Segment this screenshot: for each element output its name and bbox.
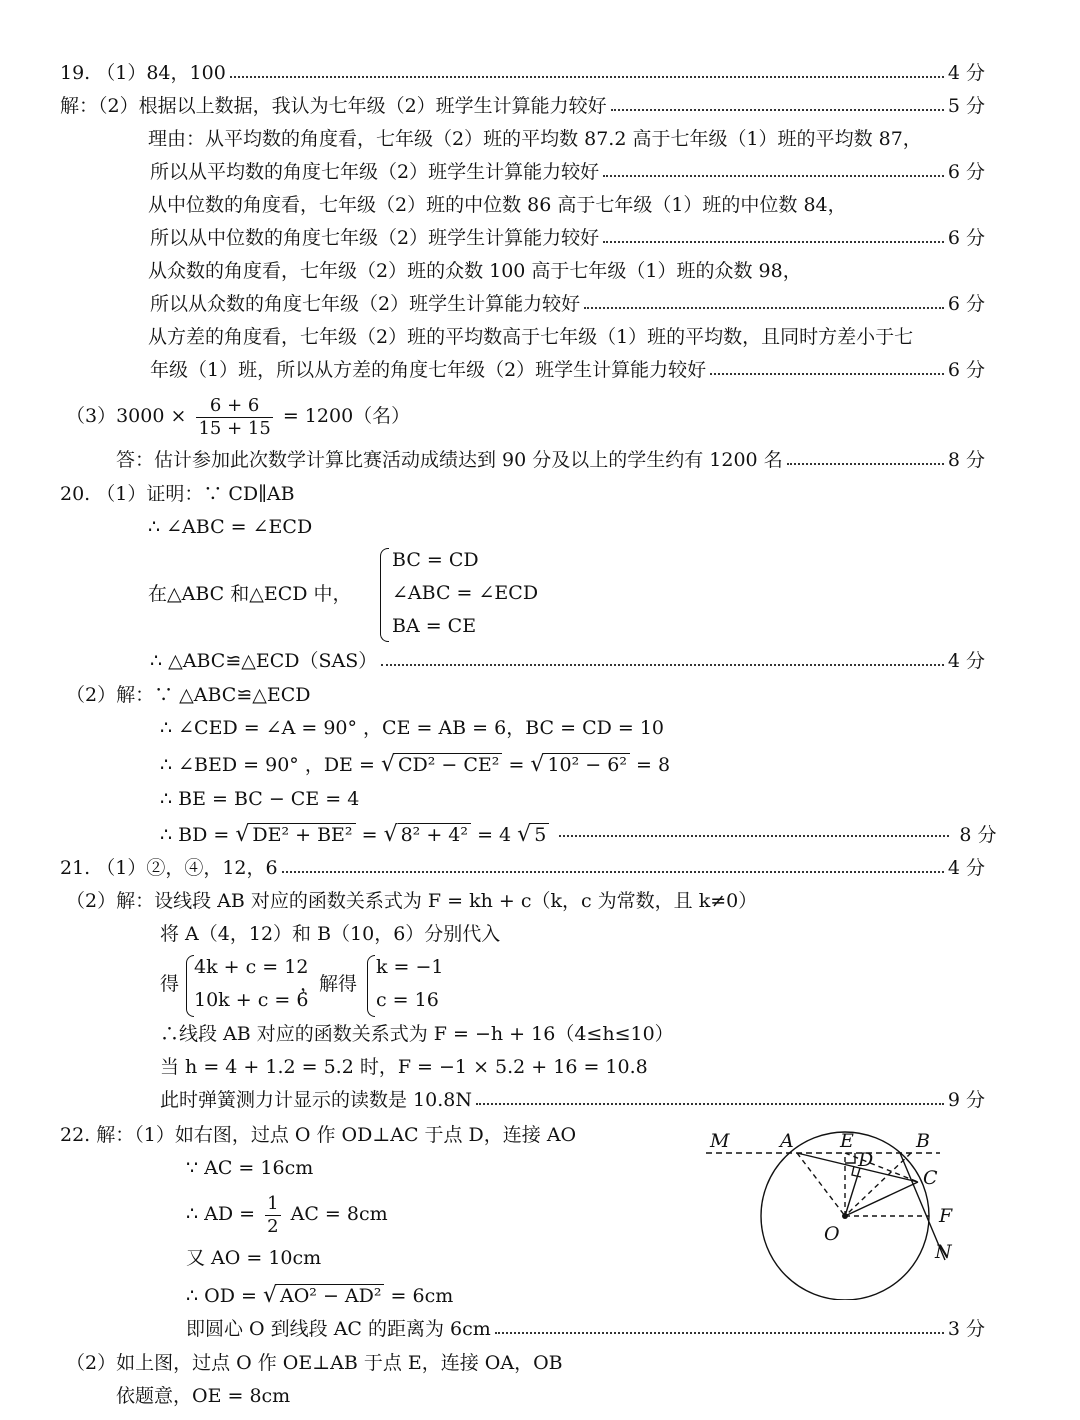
fraction: $\frac{1}{2}$ — [267, 1192, 279, 1237]
q19-answer: 答：估计参加此次数学计算比赛活动成绩达到 90 分及以上的学生约有 1200 名 8 分 — [116, 444, 985, 477]
score: 6 分 — [947, 227, 985, 249]
q22-part2: （2）如上图，过点 O 作 OE⊥AB 于点 E，连接 OA，OB — [66, 1352, 563, 1374]
label-C: C — [923, 1167, 938, 1189]
q21-line1: 21. （1）②，④，12，6 4 分 — [60, 852, 985, 885]
score: 8 分 — [947, 449, 985, 471]
q20-congruent: ∴ △ABC≌△ECD（SAS） 4 分 — [150, 645, 985, 678]
q22-distance: 即圆心 O 到线段 AC 的距离为 6cm 3 分 — [186, 1313, 985, 1346]
q21-when: 当 h = 4 + 1.2 = 5.2 时，F = −1 × 5.2 + 16 = 10.8 — [160, 1056, 648, 1078]
q21-substitute: 将 A（4，12）和 B（10，6）分别代入 — [160, 923, 501, 945]
q22-line3: ∴ AD = $\frac{1}{2}$ AC = 8cm — [186, 1192, 388, 1237]
system-brace — [380, 548, 389, 642]
q21-solve: ，解得 — [300, 973, 358, 995]
q21-de: 得 — [160, 973, 180, 995]
score: 6 分 — [947, 359, 985, 381]
score: 4 分 — [947, 62, 985, 84]
q19-line10: 年级（1）班，所以从方差的角度七年级（2）班学生计算能力较好 6 分 — [150, 354, 985, 387]
q20-system: BC = CD ∠ABC = ∠ECD BA = CE — [392, 549, 539, 637]
q19-line8: 所以从众数的角度七年级（2）班学生计算能力较好 6 分 — [150, 288, 985, 321]
q20-part2-c: ∴ BE = BC − CE = 4 — [160, 788, 360, 810]
label-B: B — [916, 1130, 930, 1152]
q20-part2-a: ∴ ∠CED = ∠A = 90° ，CE = AB = 6，BC = CD = 10 — [160, 717, 665, 739]
q20-line1: 20. （1）证明：∵ CD∥AB — [60, 483, 295, 505]
q22-line1: 22. 解：（1）如右图，过点 O 作 OD⊥AC 于点 D，连接 AO — [60, 1124, 577, 1146]
score: 8 分 — [959, 824, 997, 846]
score: 6 分 — [947, 161, 985, 183]
segment-OC — [845, 1182, 918, 1216]
system-brace — [186, 955, 194, 1017]
q20-line2: ∴ ∠ABC = ∠ECD — [148, 516, 313, 538]
score: 6 分 — [947, 293, 985, 315]
q19-line5: 从中位数的角度看，七年级（2）班的中位数 86 高于七年级（1）班的中位数 84， — [148, 194, 847, 216]
q20-part2-b: ∴ ∠BED = 90° ，DE = √ CD² − CE² = √ 10² − 6² = 8 — [160, 752, 671, 777]
q19-line4: 所以从平均数的角度七年级（2）班学生计算能力较好 6 分 — [150, 156, 985, 189]
label-D: D — [858, 1149, 874, 1171]
q20-in-triangle: 在△ABC 和△ECD 中， — [148, 583, 352, 605]
right-angle-E — [845, 1153, 855, 1163]
q21-relation: ∴线段 AB 对应的函数关系式为 F = −h + 16（4≤h≤10） — [160, 1023, 674, 1045]
q21-results: k = −1 c = 16 — [376, 956, 444, 1011]
q20-part2-d: ∴ BD = √ DE² + BE² = √ 8² + 4² = 4 √ 5 8 分 — [160, 822, 997, 847]
circle-figure — [700, 1120, 980, 1300]
q19-line3: 理由：从平均数的角度看，七年级（2）班的平均数 87.2 高于七年级（1）班的平均数 87， — [148, 128, 922, 150]
q19-line9: 从方差的角度看，七年级（2）班的平均数高于七年级（1）班的平均数，且同时方差小于七 — [148, 326, 914, 348]
q19-line7: 从众数的角度看，七年级（2）班的众数 100 高于七年级（1）班的众数 98， — [148, 260, 802, 282]
fraction: $\frac{6 + 6}{15 + 15}$ — [198, 394, 271, 439]
q22-line5: ∴ OD = √ AO² − AD² = 6cm — [186, 1283, 454, 1308]
label-F: F — [939, 1205, 953, 1227]
label-E: E — [840, 1130, 854, 1152]
label-M: M — [710, 1130, 730, 1152]
q22-part2b: 依题意，OE = 8cm — [116, 1385, 291, 1407]
q21-equations: 4k + c = 12 10k + c = 6 — [194, 956, 309, 1011]
label-A: A — [780, 1130, 794, 1152]
q22-line2: ∵ AC = 16cm — [186, 1157, 314, 1179]
q22-line4: 又 AO = 10cm — [186, 1247, 322, 1269]
score: 3 分 — [947, 1318, 985, 1340]
score: 5 分 — [947, 95, 985, 117]
q19-part3: （3）3000 × $\frac{6 + 6}{15 + 15}$ = 1200（名） — [66, 394, 411, 439]
q21-reading: 此时弹簧测力计显示的读数是 10.8N 9 分 — [160, 1084, 985, 1117]
q21-part2: （2）解：设线段 AB 对应的函数关系式为 F = kh + c（k，c 为常数，且 k≠0） — [66, 890, 758, 912]
label-O: O — [824, 1223, 840, 1245]
q19-line1: 19. （1）84，100 4 分 — [60, 57, 985, 90]
q19-line6: 所以从中位数的角度七年级（2）班学生计算能力较好 6 分 — [150, 222, 985, 255]
score: 9 分 — [947, 1089, 985, 1111]
q20-part2: （2）解：∵ △ABC≌△ECD — [66, 684, 311, 706]
system-brace — [367, 955, 375, 1017]
score: 4 分 — [947, 857, 985, 879]
q19-line2: 解：（2）根据以上数据，我认为七年级（2）班学生计算能力较好 5 分 — [60, 90, 985, 123]
label-N: N — [935, 1241, 952, 1263]
score: 4 分 — [947, 650, 985, 672]
point-O — [842, 1213, 848, 1219]
